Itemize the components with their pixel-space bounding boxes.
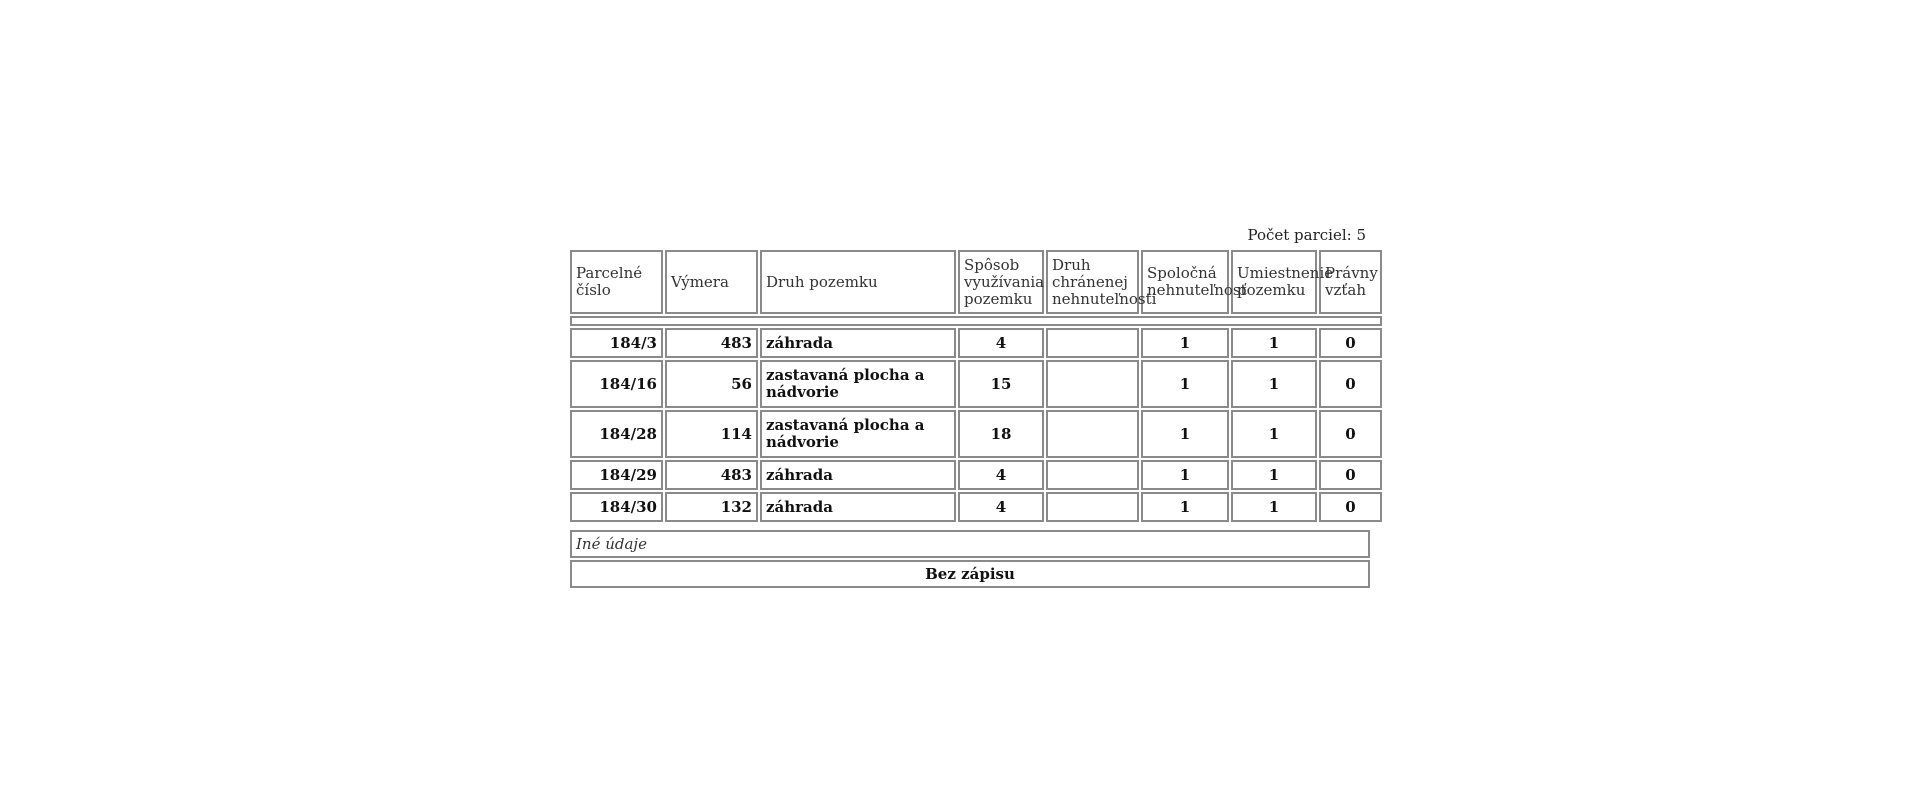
cell-legal: 0	[1319, 360, 1382, 408]
cell-area: 483	[665, 328, 758, 358]
other-info-value: Bez zápisu	[570, 560, 1370, 588]
cell-location: 1	[1231, 410, 1317, 458]
cell-shared: 1	[1141, 410, 1229, 458]
cell-legal: 0	[1319, 460, 1382, 490]
table-row	[570, 360, 1382, 408]
header-shared-text: Spoločná nehnuteľnosť	[1147, 264, 1247, 299]
cell-usage: 4	[958, 460, 1044, 490]
cell-protected	[1046, 328, 1139, 358]
cell-shared: 1	[1141, 492, 1229, 522]
cell-land-type: záhrada	[760, 328, 956, 358]
cell-protected	[1046, 410, 1139, 458]
header-location-text: Umiestnenie pozemku	[1237, 264, 1334, 299]
cell-parcel-number: 184/28	[570, 410, 663, 458]
cell-location: 1	[1231, 460, 1317, 490]
cell-land-type: záhrada	[760, 492, 956, 522]
header-land-type: Druh pozemku	[760, 250, 956, 314]
cell-location: 1	[1231, 492, 1317, 522]
cell-parcel-number: 184/30	[570, 492, 663, 522]
cell-usage: 18	[958, 410, 1044, 458]
cell-parcel-number: 184/3	[570, 328, 663, 358]
other-label-row	[570, 530, 1370, 558]
cell-legal: 0	[1319, 492, 1382, 522]
spacer-row	[570, 316, 1382, 326]
parcel-count: Počet parciel: 5	[1247, 226, 1366, 244]
table-row	[570, 460, 1382, 490]
cell-usage: 15	[958, 360, 1044, 408]
cell-location: 1	[1231, 360, 1317, 408]
cell-location: 1	[1231, 328, 1317, 358]
cell-land-type: zastavaná plocha a nádvorie	[760, 410, 956, 458]
cell-usage: 4	[958, 492, 1044, 522]
header-usage: Spôsob využívania pozemku	[958, 250, 1044, 314]
spacer-cell	[570, 316, 1382, 326]
other-info-label: Iné údaje	[570, 530, 1370, 558]
other-info-table	[570, 528, 1370, 590]
header-area: Výmera	[665, 250, 758, 314]
cell-shared: 1	[1141, 460, 1229, 490]
cell-parcel-number: 184/29	[570, 460, 663, 490]
cell-protected	[1046, 360, 1139, 408]
cell-parcel-number: 184/16	[570, 360, 663, 408]
cell-legal: 0	[1319, 410, 1382, 458]
header-parcel-number: Parcelné číslo	[570, 250, 663, 314]
cell-area: 56	[665, 360, 758, 408]
cell-land-type: záhrada	[760, 460, 956, 490]
cell-protected	[1046, 460, 1139, 490]
header-location	[1231, 250, 1334, 314]
table-row	[570, 328, 1382, 358]
cell-protected	[1046, 492, 1139, 522]
cell-shared: 1	[1141, 328, 1229, 358]
header-protected: Druh chránenej nehnuteľnosti	[1046, 250, 1139, 314]
parcel-register	[570, 226, 1378, 590]
cell-area: 114	[665, 410, 758, 458]
table-row	[570, 492, 1382, 522]
cell-shared: 1	[1141, 360, 1229, 408]
parcel-table	[568, 248, 1384, 524]
cell-usage: 4	[958, 328, 1044, 358]
cell-legal: 0	[1319, 328, 1382, 358]
cell-land-type: zastavaná plocha a nádvorie	[760, 360, 956, 408]
table-row	[570, 410, 1382, 458]
table-header-row	[570, 250, 1382, 314]
header-legal: Právny vzťah	[1319, 250, 1382, 314]
cell-area: 483	[665, 460, 758, 490]
cell-area: 132	[665, 492, 758, 522]
other-value-row	[570, 560, 1370, 588]
